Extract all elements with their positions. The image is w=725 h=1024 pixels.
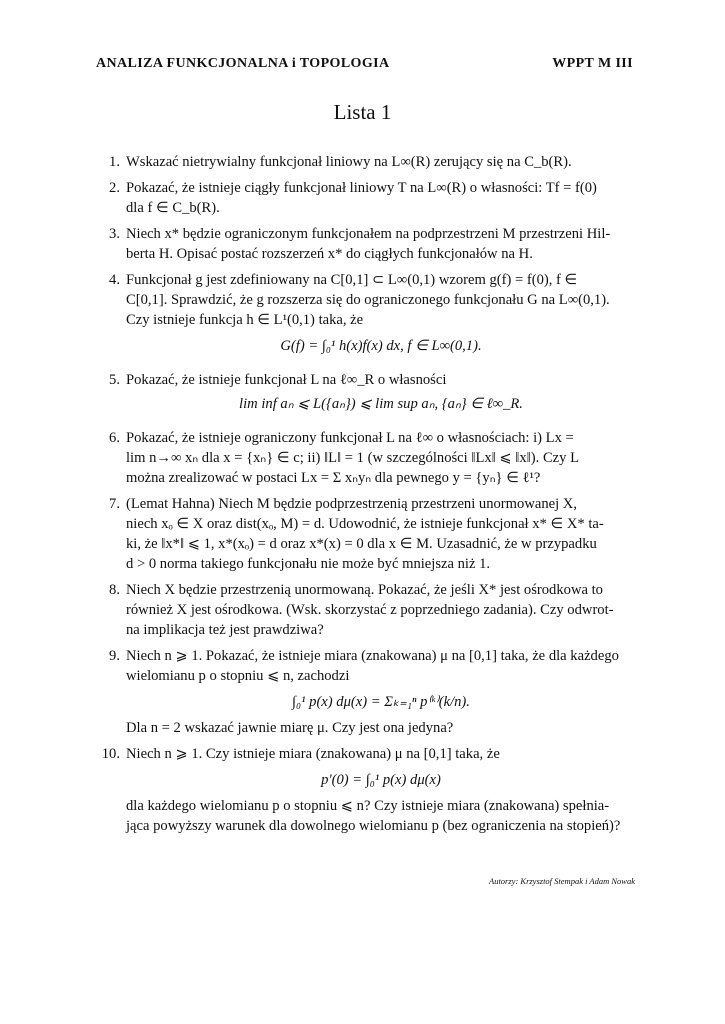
course-code: WPPT M III [552, 56, 633, 71]
page-title: Lista 1 [333, 100, 392, 124]
problem-1 [96, 152, 636, 172]
problem-list [96, 152, 636, 836]
course-title: ANALIZA FUNKCJONALNA i TOPOLOGIA [96, 56, 390, 71]
problem-number: 1. [109, 154, 120, 170]
problem-10 [96, 744, 636, 836]
problem-text: berta H. Opisać postać rozszerzeń x* do ciągłych funkcjonałów na H. [126, 246, 533, 262]
problem-number: 6. [109, 430, 120, 446]
problem-number: 7. [109, 496, 120, 512]
problem-text: Niech n ⩾ 1. Czy istnieje miara (znakowana) μ na [0,1] taka, że [126, 746, 500, 762]
problem-text: Pokazać, że istnieje ciągły funkcjonał liniowy T na L∞(R) o własności: Tf = f(0) [126, 180, 597, 196]
problem-9 [96, 646, 636, 738]
problem-number: 4. [109, 272, 120, 288]
problem-text: Pokazać, że istnieje funkcjonał L na ℓ∞_R o własności [126, 372, 447, 388]
problem-3 [96, 224, 636, 264]
problem-text: Czy istnieje funkcja h ∈ L¹(0,1) taka, że [126, 312, 364, 328]
display-formula: lim inf aₙ ⩽ L({aₙ}) ⩽ lim sup aₙ, {aₙ} ∈ ℓ∞_R. [239, 396, 523, 412]
problem-6 [96, 428, 636, 488]
problem-8 [96, 580, 636, 640]
problem-7 [96, 494, 636, 574]
display-formula: p′(0) = ∫₀¹ p(x) dμ(x) [321, 772, 441, 788]
problem-text: d > 0 norma takiego funkcjonału nie może być mniejsza niż 1. [126, 556, 491, 572]
problem-text: jąca powyższy warunek dla dowolnego wielomianu p (bez ograniczenia na stopień)? [126, 818, 621, 834]
problem-text: Dla n = 2 wskazać jawnie miarę μ. Czy jest ona jedyna? [126, 720, 454, 736]
problem-text: wielomianu p o stopniu ⩽ n, zachodzi [126, 668, 350, 684]
problem-text: Niech x* będzie ograniczonym funkcjonałem na podprzestrzeni M przestrzeni Hil- [126, 226, 611, 242]
problem-text: dla f ∈ C_b(R). [126, 200, 220, 216]
problem-text: Niech n ⩾ 1. Pokazać, że istnieje miara (znakowana) μ na [0,1] taka, że dla każdego [126, 648, 619, 664]
problem-number: 2. [109, 180, 120, 196]
problem-text: na implikacja też jest prawdziwa? [126, 622, 324, 638]
problem-text: Wskazać nietrywialny funkcjonał liniowy na L∞(R) zerujący się na C_b(R). [126, 154, 572, 170]
display-formula: G(f) = ∫₀¹ h(x)f(x) dx, f ∈ L∞(0,1). [280, 338, 482, 354]
problem-4 [96, 270, 636, 356]
problem-text: dla każdego wielomianu p o stopniu ⩽ n? Czy istnieje miara (znakowana) spełnia- [126, 798, 610, 814]
problem-number: 3. [109, 226, 120, 242]
problem-text: (Lemat Hahna) Niech M będzie podprzestrzenią przestrzeni unormowanej X, [126, 496, 577, 512]
problem-5 [96, 370, 636, 414]
problem-text: ki, że ‖x*‖ ⩽ 1, x*(xₒ) = d oraz x*(x) = 0 dla x ∈ M. Uzasadnić, że w przypadku [126, 536, 597, 552]
display-formula: ∫₀¹ p(x) dμ(x) = Σₖ₌₁ⁿ p⁽ᵏ⁾(k/n). [292, 694, 470, 710]
problem-text: lim n→∞ xₙ dla x = {xₙ} ∈ c; ii) ‖L‖ = 1 (w szczególności ‖Lx‖ ⩽ ‖x‖). Czy L [126, 450, 580, 466]
authors-note: Autorzy: Krzysztof Stempak i Adam Nowak [489, 876, 635, 886]
problem-text: niech xₒ ∈ X oraz dist(xₒ, M) = d. Udowodnić, że istnieje funkcjonał x* ∈ X* ta- [126, 516, 604, 532]
problem-number: 9. [109, 648, 120, 664]
problem-text: można zrealizować w postaci Lx = Σ xₙyₙ dla pewnego y = {yₙ} ∈ ℓ¹? [126, 470, 541, 486]
problem-text: Niech X będzie przestrzenią unormowaną. Pokazać, że jeśli X* jest ośrodkowa to [126, 582, 603, 598]
problem-text: również X jest ośrodkowa. (Wsk. skorzystać z poprzedniego zadania). Czy odwrot- [126, 602, 614, 618]
problem-text: C[0,1]. Sprawdzić, że g rozszerza się do ograniczonego funkcjonału G na L∞(0,1). [126, 292, 610, 308]
problem-text: Pokazać, że istnieje ograniczony funkcjonał L na ℓ∞ o własnościach: i) Lx = [126, 430, 574, 446]
problem-number: 5. [109, 372, 120, 388]
problem-text: Funkcjonał g jest zdefiniowany na C[0,1] ⊂ L∞(0,1) wzorem g(f) = f(0), f ∈ [126, 272, 578, 288]
problem-number: 10. [101, 746, 120, 762]
problem-number: 8. [109, 582, 120, 598]
problem-2 [96, 178, 636, 218]
